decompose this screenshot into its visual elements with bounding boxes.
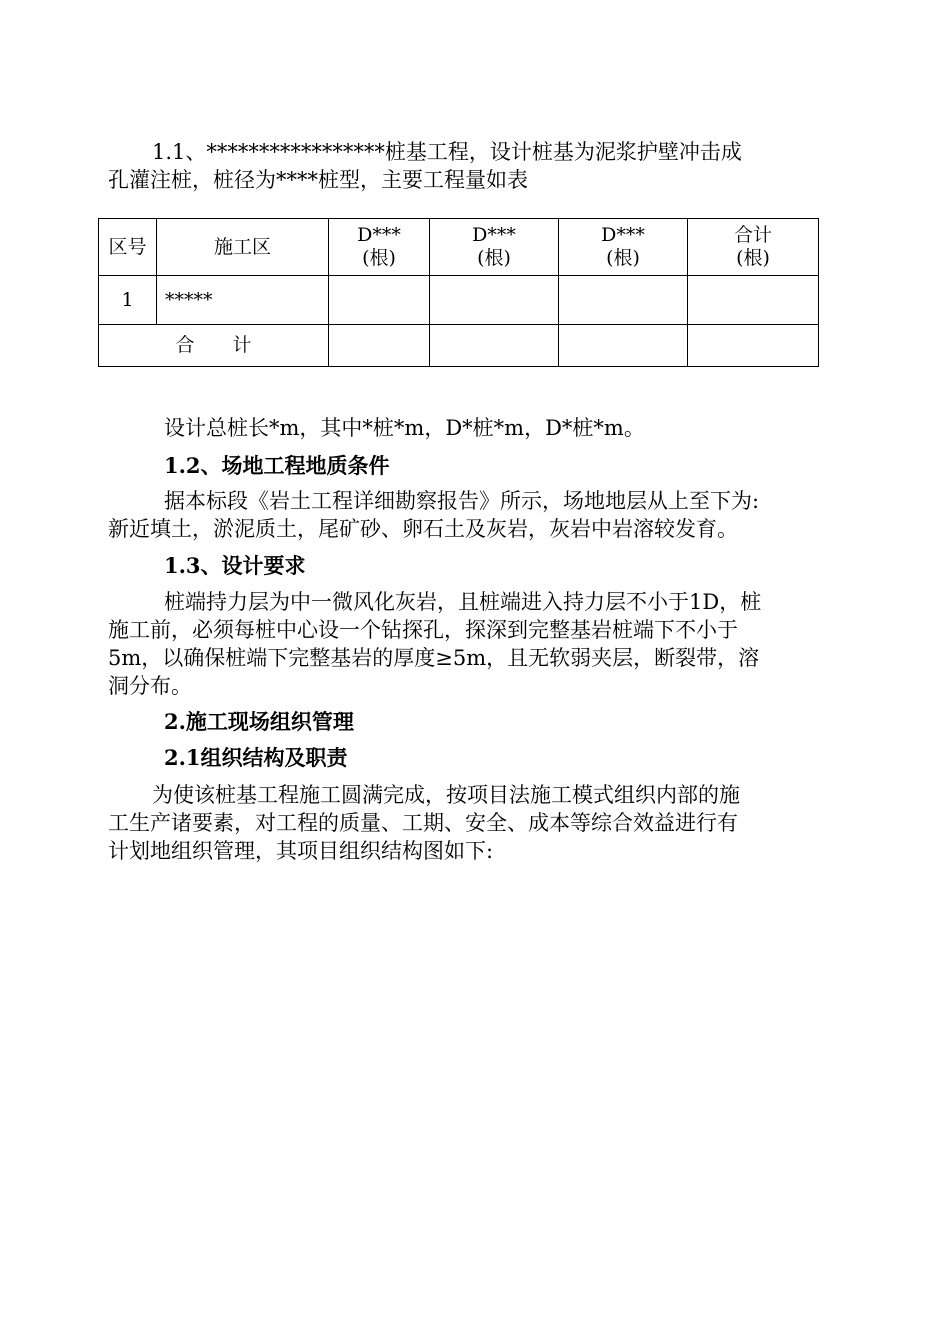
cell-empty — [559, 276, 688, 325]
section-1-1-line-1: 1.1、*****************桩基工程，设计桩基为泥浆护壁冲击成 — [152, 140, 742, 164]
section-2-1-line-3: 计划地组织管理，其项目组织结构图如下: — [108, 839, 494, 863]
table-total-row — [99, 325, 819, 367]
cell-empty — [329, 325, 430, 367]
section-2-heading: 2.施工现场组织管理 — [164, 709, 354, 734]
cell-empty — [559, 325, 688, 367]
section-1-3-line-2: 施工前，必须每桩中心设一个钻探孔，探深到完整基岩桩端下不小于 — [108, 618, 738, 642]
section-2-1-heading: 2.1组织结构及职责 — [164, 745, 348, 770]
table-header-row — [99, 219, 819, 276]
cell-empty — [688, 276, 819, 325]
cell-empty — [329, 276, 430, 325]
cell-empty — [430, 325, 559, 367]
header-d1: D*** (根) — [329, 219, 430, 276]
section-1-2-line-2: 新近填土，淤泥质土，尾矿砂、卵石土及灰岩，灰岩中岩溶较发育。 — [108, 517, 738, 541]
section-1-3-heading: 1.3、设计要求 — [164, 553, 306, 578]
section-1-3-line-1: 桩端持力层为中一微风化灰岩，且桩端进入持力层不小于1D，桩 — [164, 590, 762, 614]
quantity-table — [98, 218, 819, 367]
header-d2: D*** (根) — [430, 219, 559, 276]
section-2-1-line-2: 工生产诸要素，对工程的质量、工期、安全、成本等综合效益进行有 — [108, 811, 738, 835]
header-total: 合计 (根) — [688, 219, 819, 276]
cell-empty — [688, 325, 819, 367]
section-1-2-line-1: 据本标段《岩土工程详细勘察报告》所示，场地地层从上至下为: — [164, 489, 760, 513]
section-1-1-line-2: 孔灌注桩，桩径为****桩型，主要工程量如表 — [108, 168, 528, 192]
section-2-1-line-1: 为使该桩基工程施工圆满完成，按项目法施工模式组织内部的施 — [152, 783, 740, 807]
header-d3: D*** (根) — [559, 219, 688, 276]
cell-zone-no: 1 — [99, 276, 157, 325]
header-zone: 施工区 — [157, 219, 329, 276]
section-1-2-heading: 1.2、场地工程地质条件 — [164, 453, 390, 478]
section-1-3-line-3: 5m，以确保桩端下完整基岩的厚度≥5m，且无软弱夹层，断裂带，溶 — [108, 646, 760, 670]
design-total-text: 设计总桩长*m，其中*桩*m，D*桩*m，D*桩*m。 — [164, 416, 645, 440]
total-label: 合 计 — [99, 325, 329, 367]
table-row — [99, 276, 819, 325]
header-zone-no: 区号 — [99, 219, 157, 276]
section-1-3-line-4: 洞分布。 — [108, 674, 192, 698]
cell-empty — [430, 276, 559, 325]
cell-zone: ***** — [157, 276, 329, 325]
